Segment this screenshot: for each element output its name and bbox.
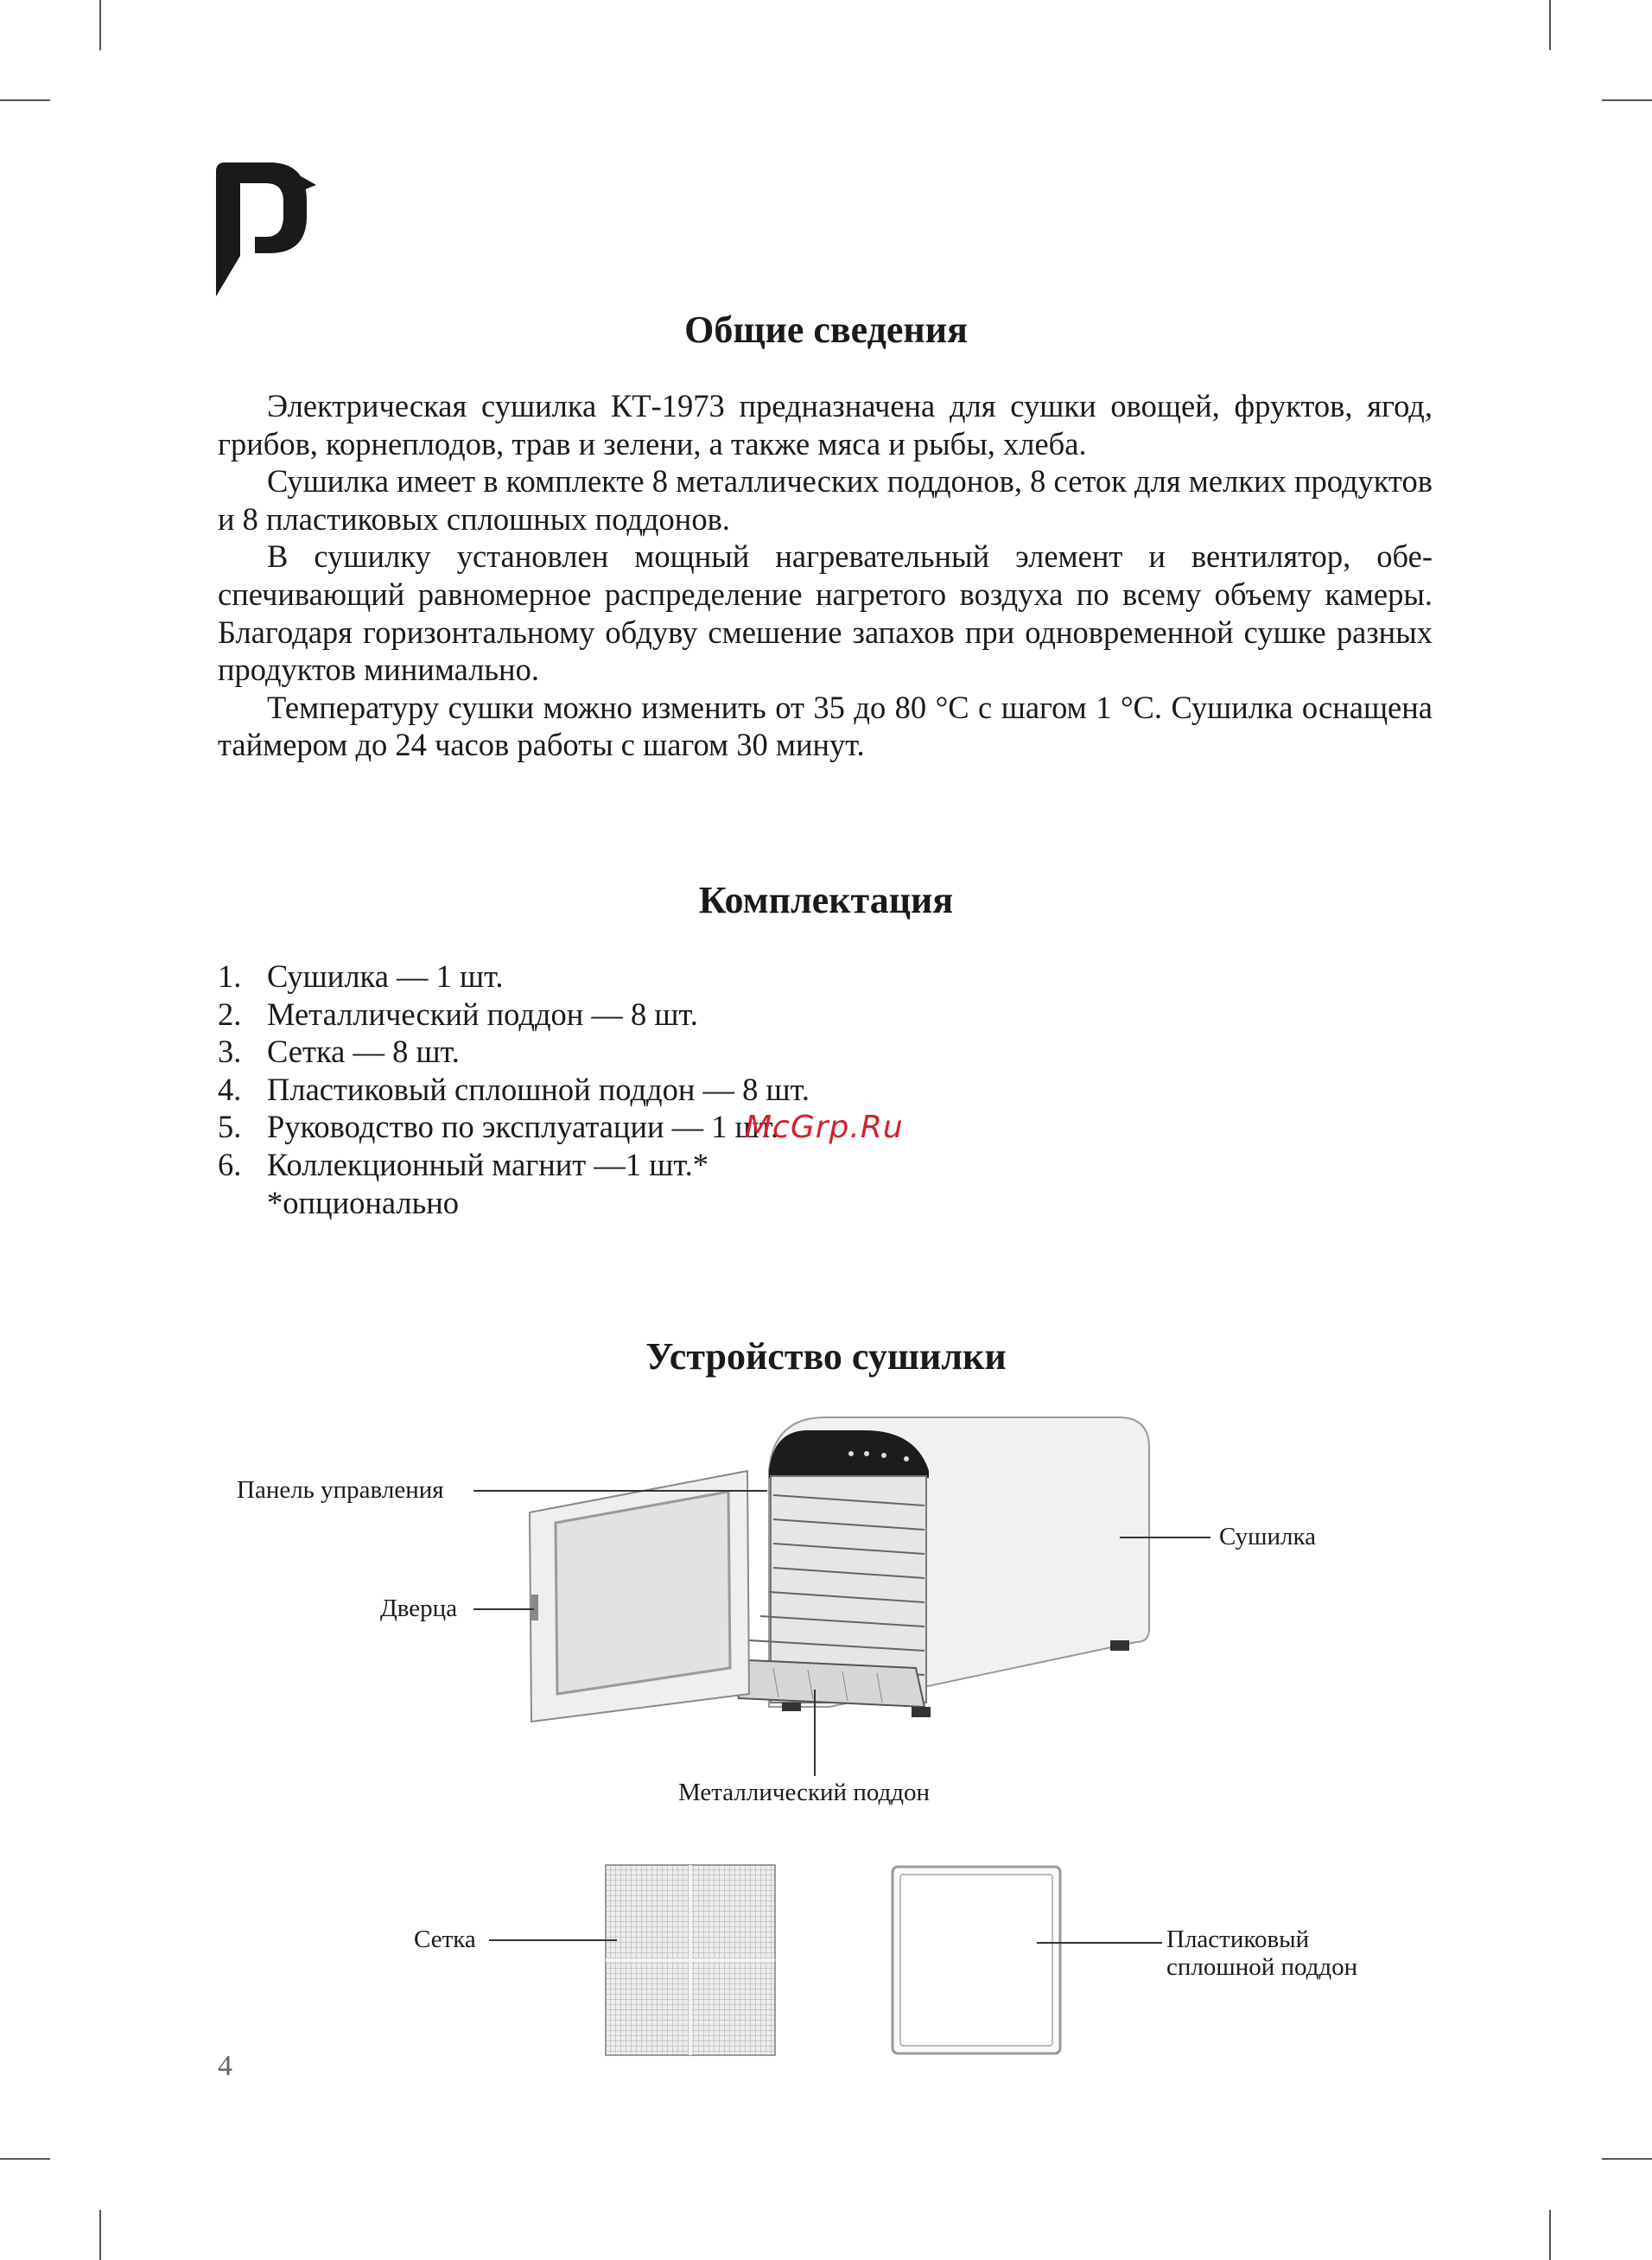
list-item (218, 958, 1255, 996)
list-item (218, 1071, 1255, 1109)
crop-mark (1549, 2210, 1551, 2260)
label-plastic-tray-line2: сплошной поддон (1166, 1953, 1358, 1981)
leader-line (473, 1490, 767, 1492)
crop-mark (99, 0, 101, 50)
item-text: Руководство по эксплуатации — 1 шт. (267, 1109, 779, 1145)
item-number: 6. (218, 1146, 242, 1182)
label-dryer: Сушилка (1219, 1523, 1316, 1550)
dryer-illustration (523, 1409, 1153, 1754)
crop-mark (1602, 2158, 1652, 2160)
leader-line (473, 1608, 534, 1610)
leader-line (814, 1690, 816, 1776)
plastic-tray-illustration (890, 1864, 1063, 2056)
list-item (218, 996, 1255, 1034)
crop-mark (0, 2158, 50, 2160)
item-number: 4. (218, 1071, 242, 1107)
list-item (218, 1146, 1255, 1184)
item-text: Металлический поддон — 8 шт. (267, 996, 698, 1032)
label-plastic-tray-line1: Пластиковый (1166, 1926, 1310, 1953)
section-title-kit: Комплектация (698, 879, 954, 921)
crop-mark (99, 2210, 101, 2260)
paragraph: Электрическая сушилка КТ-1973 предназначена для сушки овощей, фруктов, ягод, грибов, корнеплодов, трав и зелени, а также мяса и рыбы, хлеба. (218, 388, 1433, 462)
item-text: Коллекционный магнит —1 шт.* (267, 1146, 708, 1182)
item-number: 2. (218, 996, 242, 1032)
crop-mark (1549, 0, 1551, 50)
leader-line (489, 1939, 617, 1941)
footnote: *опционально (267, 1184, 460, 1220)
item-number: 1. (218, 958, 242, 994)
item-number: 3. (218, 1034, 242, 1070)
item-text: Пластиковый сплошной поддон — 8 шт. (267, 1071, 810, 1107)
page-number: 4 (218, 2050, 232, 2082)
leader-line (1037, 1942, 1162, 1944)
crop-mark (1602, 99, 1652, 101)
item-text: Сушилка — 1 шт. (267, 958, 504, 994)
item-number: 5. (218, 1109, 242, 1145)
label-door: Дверца (380, 1595, 458, 1622)
kit-list (218, 958, 1255, 1221)
label-metal-tray: Металлический поддон (678, 1779, 931, 1806)
crop-mark (0, 99, 50, 101)
paragraph: В сушилку установлен мощный нагревательный элемент и вентилятор, обеспечивающий равномерное распределение нагретого воздуха по всему объему камеры. Благодаря горизонтальному обдуву смешение запахов при одновременной сушке разных продуктов минимально. (218, 538, 1433, 688)
watermark: McGrp.Ru (745, 1110, 904, 1145)
brand-logo-icon (216, 162, 320, 296)
label-plastic-tray (1166, 1926, 1357, 1981)
section-title-general: Общие сведения (684, 309, 968, 351)
list-item (218, 1033, 1255, 1071)
label-mesh: Сетка (414, 1926, 476, 1953)
section-title-device: Устройство сушилки (645, 1335, 1007, 1378)
paragraph: Температуру сушки можно изменить от 35 до 80 °С с шагом 1 °С. Сушилка оснащена таймером до 24 часов работы с шагом 30 минут. (218, 689, 1433, 763)
general-text (218, 387, 1433, 764)
paragraph: Сушилка имеет в комплекте 8 металлических поддонов, 8 сеток для мелких продуктов и 8 пластиковых сплошных поддонов. (218, 463, 1433, 537)
leader-line (1120, 1537, 1210, 1538)
label-control-panel: Панель управления (237, 1476, 444, 1504)
list-item (218, 1108, 1255, 1146)
mesh-illustration (605, 1864, 776, 2056)
item-text: Сетка — 8 шт. (267, 1034, 460, 1070)
